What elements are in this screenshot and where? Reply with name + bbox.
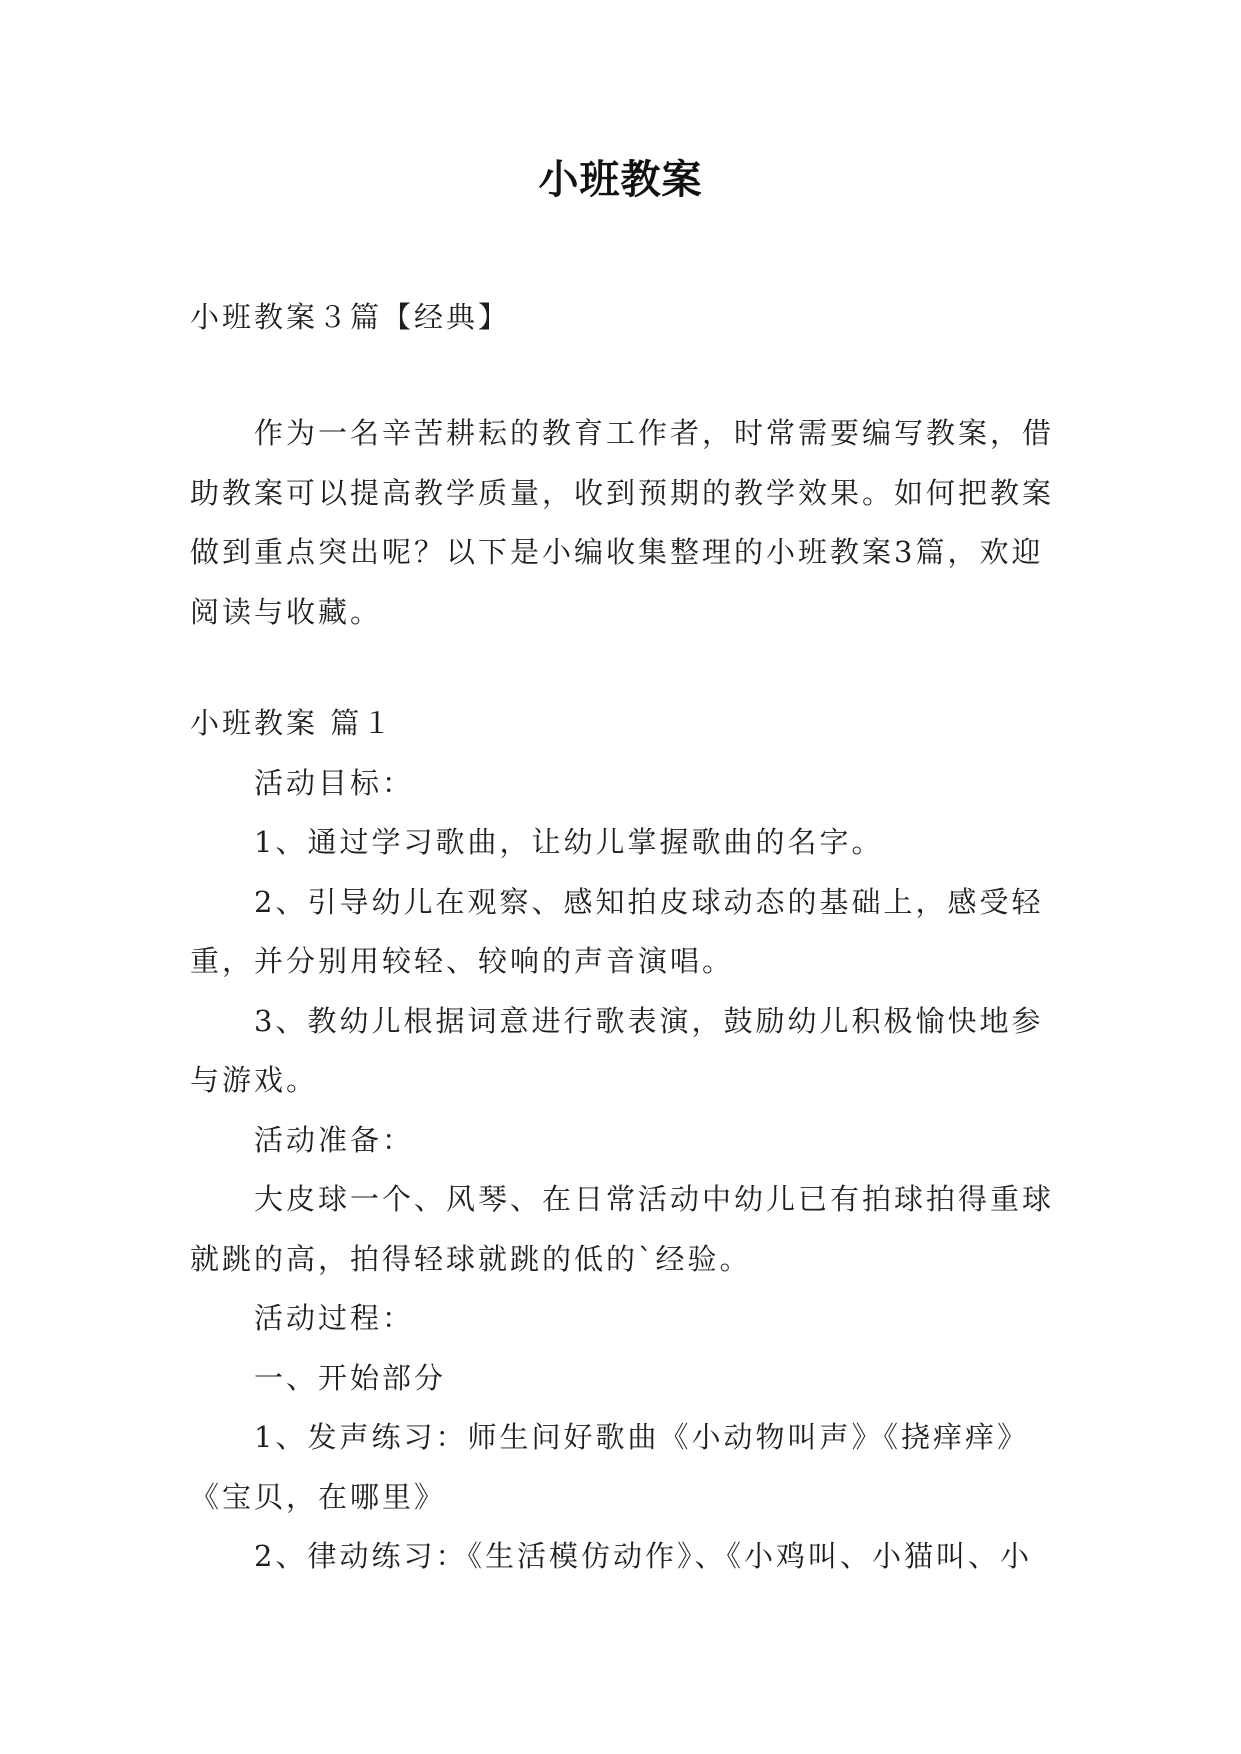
section-1-paragraph: 一、开始部分 <box>254 1360 447 1395</box>
section-1-paragraph: 活动准备： <box>254 1122 415 1157</box>
section-1-paragraph: 1、通过学习歌曲，让幼儿掌握歌曲的名字。 <box>254 825 884 859</box>
section-1-heading: 小班教案 篇１ <box>190 706 395 740</box>
intro-section <box>190 404 1060 642</box>
section-1-paragraph: 3、教幼儿根据词意进行歌表演，鼓励幼儿积极愉快地参与游戏。 <box>190 1003 1044 1097</box>
document-title: 小班教案 <box>538 157 703 203</box>
document-subtitle: 小班教案３篇【经典】 <box>190 300 511 334</box>
section-1-paragraph: 活动目标： <box>254 765 415 800</box>
section-1-paragraph: 2、律动练习：《生活模仿动作》、《小鸡叫、小猫叫、小 <box>254 1539 1032 1573</box>
section-1-paragraph: 大皮球一个、风琴、在日常活动中幼儿已有拍球拍得重球就跳的高，拍得轻球就跳的低的`经验。 <box>190 1182 1055 1276</box>
section-1-paragraph: 1、发声练习：师生问好歌曲《小动物叫声》《挠痒痒》《宝贝，在哪里》 <box>190 1420 1029 1514</box>
section-1-paragraph: 2、引导幼儿在观察、感知拍皮球动态的基础上，感受轻重，并分别用较轻、较响的声音演唱。 <box>190 884 1044 978</box>
intro-paragraph: 作为一名辛苦耕耘的教育工作者，时常需要编写教案，借助教案可以提高教学质量，收到预期的教学效果。如何把教案做到重点突出呢？以下是小编收集整理的小班教案3篇，欢迎阅读与收藏。 <box>190 416 1055 629</box>
section-1 <box>190 694 1060 1587</box>
section-1-paragraph: 活动过程： <box>254 1301 415 1335</box>
